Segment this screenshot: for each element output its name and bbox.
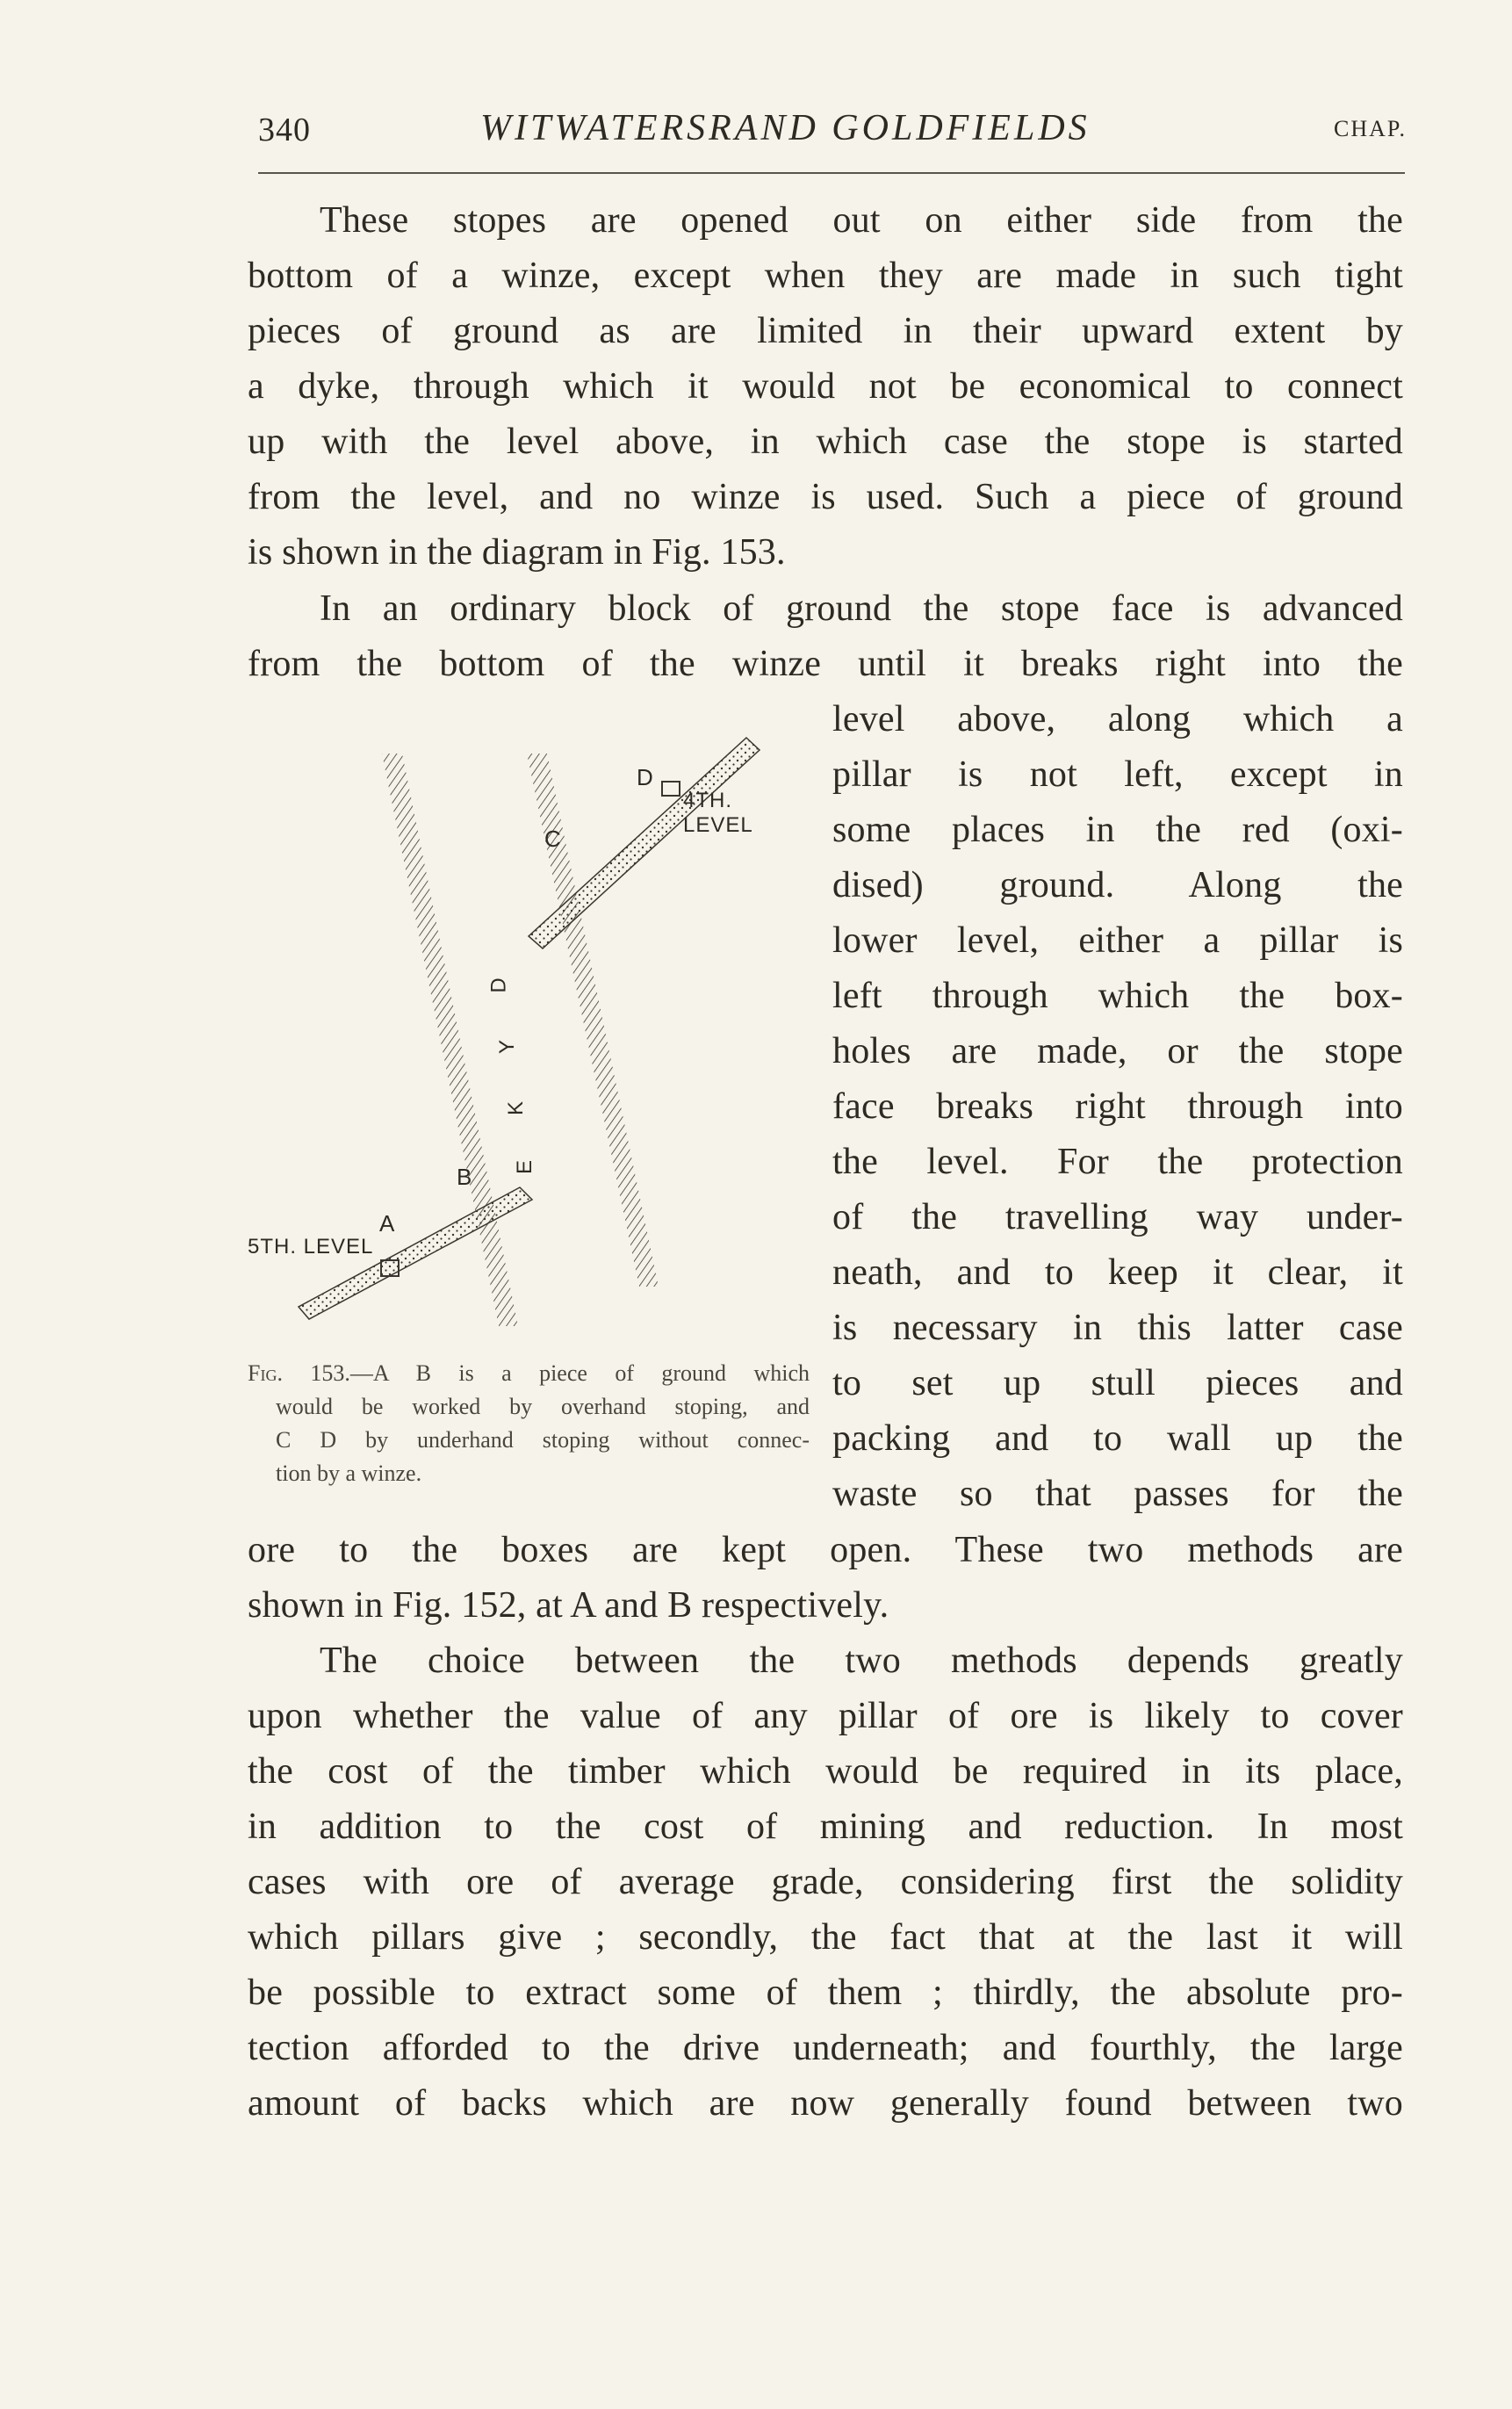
page-header — [248, 104, 1407, 156]
caption-line: C D by underhand stoping without connec- — [276, 1427, 810, 1453]
wrap-line: to set up stull pieces and — [832, 1363, 1403, 1403]
header-rule — [258, 172, 1405, 174]
body-line: The choice between the two methods depends greatly — [320, 1641, 1403, 1681]
caption-line: —A B is a piece of ground which — [349, 1360, 810, 1386]
dyke-letter-d: D — [486, 977, 511, 993]
caption-line: tion by a winze. — [276, 1461, 422, 1486]
body-line: bottom of a winze, except when they are made in such tight — [248, 256, 1403, 296]
wrap-line: the level. For the protection — [832, 1142, 1403, 1182]
label-4th-level: 4TH. LEVEL — [683, 789, 753, 837]
body-line: In an ordinary block of ground the stope face is advanced — [320, 588, 1403, 629]
wrap-line: is necessary in this latter case — [832, 1308, 1403, 1348]
caption-line: would be worked by overhand stoping, and — [276, 1394, 810, 1419]
body-line: shown in Fig. 152, at A and B respectively. — [248, 1585, 889, 1626]
point-d-label: D — [637, 764, 653, 790]
point-b-label: B — [457, 1164, 472, 1190]
label-5th-level: 5TH. LEVEL — [248, 1235, 374, 1259]
body-line: amount of backs which are now generally found between two — [248, 2083, 1403, 2124]
caption-fig-tag: Fig. 153. — [248, 1360, 350, 1386]
wrap-line: pillar is not left, except in — [832, 754, 1403, 795]
wrap-line: dised) ground. Along the — [832, 865, 1403, 905]
body-line: up with the level above, in which case the stope is started — [248, 422, 1403, 462]
body-line: tection afforded to the drive underneath; and fourthly, the large — [248, 2028, 1403, 2068]
body-line: cases with ore of average grade, considering first the solidity — [248, 1862, 1403, 1902]
wrap-line: packing and to wall up the — [832, 1418, 1403, 1459]
wrap-line: lower level, either a pillar is — [832, 920, 1403, 961]
figure-153-diagram — [246, 711, 808, 1326]
body-line: ore to the boxes are kept open. These two methods are — [248, 1530, 1403, 1570]
wrap-line: neath, and to keep it clear, it — [832, 1252, 1403, 1293]
drive-4th-level — [662, 782, 680, 796]
wrap-line: waste so that passes for the — [832, 1474, 1403, 1514]
wrap-line: some places in the red (oxi- — [832, 810, 1403, 850]
wrap-line: of the travelling way under- — [832, 1197, 1403, 1237]
body-line: from the bottom of the winze until it breaks right into the — [248, 644, 1403, 684]
dyke-letter-e: E — [513, 1159, 537, 1175]
wrap-line: holes are made, or the stope — [832, 1031, 1403, 1071]
dyke-letter-k: K — [504, 1100, 529, 1116]
body-line: These stopes are opened out on either side from the — [320, 200, 1403, 241]
body-line: be possible to extract some of them ; thirdly, the absolute pro- — [248, 1973, 1403, 2013]
body-line: upon whether the value of any pillar of ore is likely to cover — [248, 1696, 1403, 1736]
wrap-line: level above, along which a — [832, 699, 1403, 739]
figure-caption — [248, 1357, 810, 1490]
body-line: the cost of the timber which would be required in its place, — [248, 1751, 1403, 1792]
chapter-label: CHAP. — [1334, 116, 1407, 141]
body-line: is shown in the diagram in Fig. 153. — [248, 532, 786, 573]
body-line: in addition to the cost of mining and reduction. In most — [248, 1807, 1403, 1847]
point-c-label: C — [544, 826, 561, 852]
body-line: from the level, and no winze is used. Such a piece of ground — [248, 477, 1403, 517]
dyke-letter-y: Y — [495, 1039, 520, 1055]
wrap-line: face breaks right through into — [832, 1086, 1403, 1127]
wrap-line: left through which the box- — [832, 976, 1403, 1016]
body-line: a dyke, through which it would not be economical to connect — [248, 366, 1403, 407]
body-line: pieces of ground as are limited in their upward extent by — [248, 311, 1403, 351]
body-line: which pillars give ; secondly, the fact that at the last it will — [248, 1917, 1403, 1958]
running-title: WITWATERSRAND GOLDFIELDS — [480, 108, 1091, 148]
page-number: 340 — [258, 112, 311, 148]
point-a-label: A — [379, 1210, 395, 1237]
